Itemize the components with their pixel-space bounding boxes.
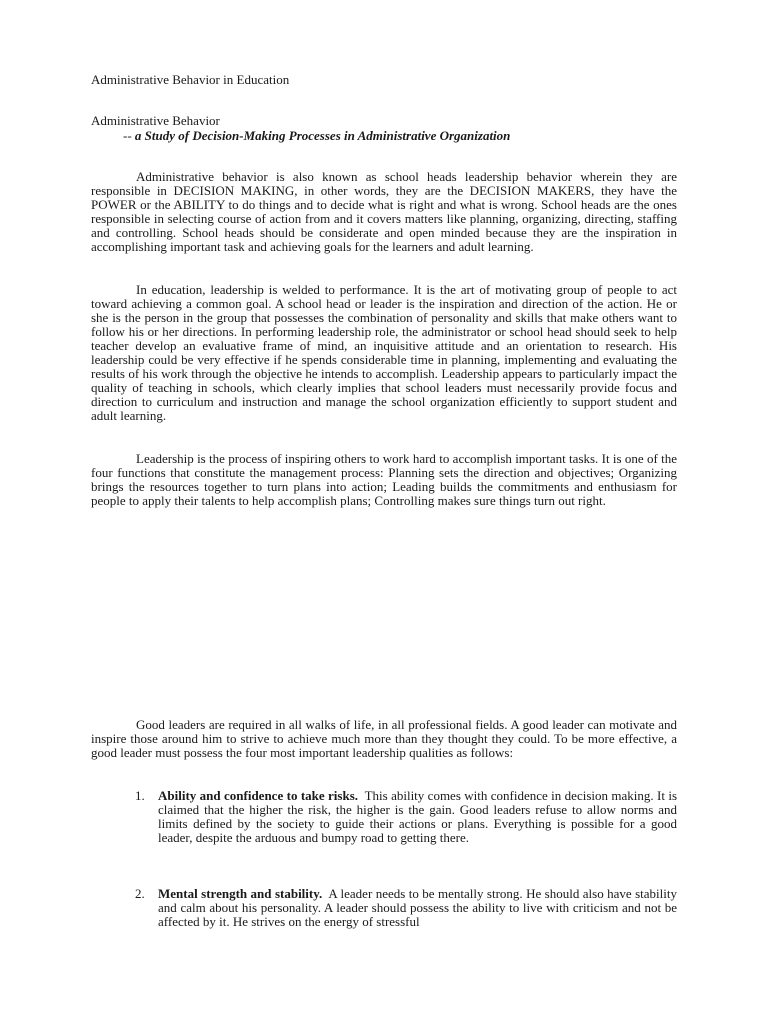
quality-list-item	[135, 887, 677, 929]
list-item-body	[158, 789, 677, 845]
subtitle	[123, 129, 510, 143]
paragraph-leadership-performance	[91, 283, 677, 423]
quality-heading: Ability and confidence to take risks.	[158, 788, 359, 803]
quality-text: This ability comes with confidence in decision making. It is claimed that the higher the risk, the higher is the gain. Good leaders refuse to allow norms and limits defined by the society to guide their actions or plans. Everything is possible for a good leader, despite the arduous and bumpy road to getting there.	[158, 788, 678, 845]
list-number: 1.	[135, 788, 145, 803]
paragraph-leadership-process	[91, 452, 677, 508]
subtitle-text: a Study of Decision-Making Processes in Administrative Organization	[134, 128, 511, 143]
section-title: Administrative Behavior	[91, 113, 220, 128]
quality-list-item	[135, 789, 677, 845]
list-number: 2.	[135, 886, 145, 901]
paragraph-text: Good leaders are required in all walks of life, in all professional fields. A good leader can motivate and inspire those around him to strive to achieve much more than they thought they could. To be more effective, a good leader must possess the four most important leadership qualities as follows:	[91, 717, 677, 760]
paragraph-text: Administrative behavior is also known as school heads leadership behavior wherein they are responsible in DECISION MAKING, in other words, they are the DECISION MAKERS, they have the POWER or the ABILITY to do things and to decide what is right and what is wrong. School heads are the ones responsible in selecting course of action from and it covers matters like planning, organizing, directing, staffing and controlling. School heads should be considerate and open minded because they are the inspiration in accomplishing important task and achieving goals for the learners and adult learning.	[91, 169, 677, 254]
quality-heading: Mental strength and stability.	[158, 886, 323, 901]
paragraph-text: Leadership is the process of inspiring others to work hard to accomplish important tasks. It is one of the four functions that constitute the management process: Planning sets the direction and objectives; Organizing brings the resources together to turn plans into action; Leading builds the commitments and enthusiasm for people to apply their talents to help accomplish plans; Controlling makes sure things turn out right.	[91, 451, 677, 508]
paragraph-good-leaders	[91, 718, 677, 760]
paragraph-administrative-behavior	[91, 170, 677, 254]
list-item-body	[158, 887, 677, 929]
quality-text: A leader needs to be mentally strong. He should also have stability and calm about his personality. A leader should possess the ability to live with criticism and not be affected by it. He strives on the energy of stressful	[158, 886, 677, 929]
document-title: Administrative Behavior in Education	[91, 72, 290, 87]
paragraph-text: In education, leadership is welded to performance. It is the art of motivating group of people to act toward achieving a common goal. A school head or leader is the inspiration and direction of the action. He or she is the person in the group that possesses the combination of personality and skills that make others want to follow his or her directions. In performing leadership role, the administrator or school head should seek to help teacher develop an evaluative frame of mind, an inquisitive attitude and an orientation to research. His leadership could be very effective if he spends considerable time in planning, implementing and evaluating the results of his work through the objective he intends to accomplish. Leadership appears to particularly impact the quality of teaching in schools, which clearly implies that school leaders must necessarily provide focus and direction to curriculum and instruction and manage the school organization efficiently to support student and adult learning.	[91, 282, 677, 423]
subtitle-dashes: --	[123, 128, 132, 143]
